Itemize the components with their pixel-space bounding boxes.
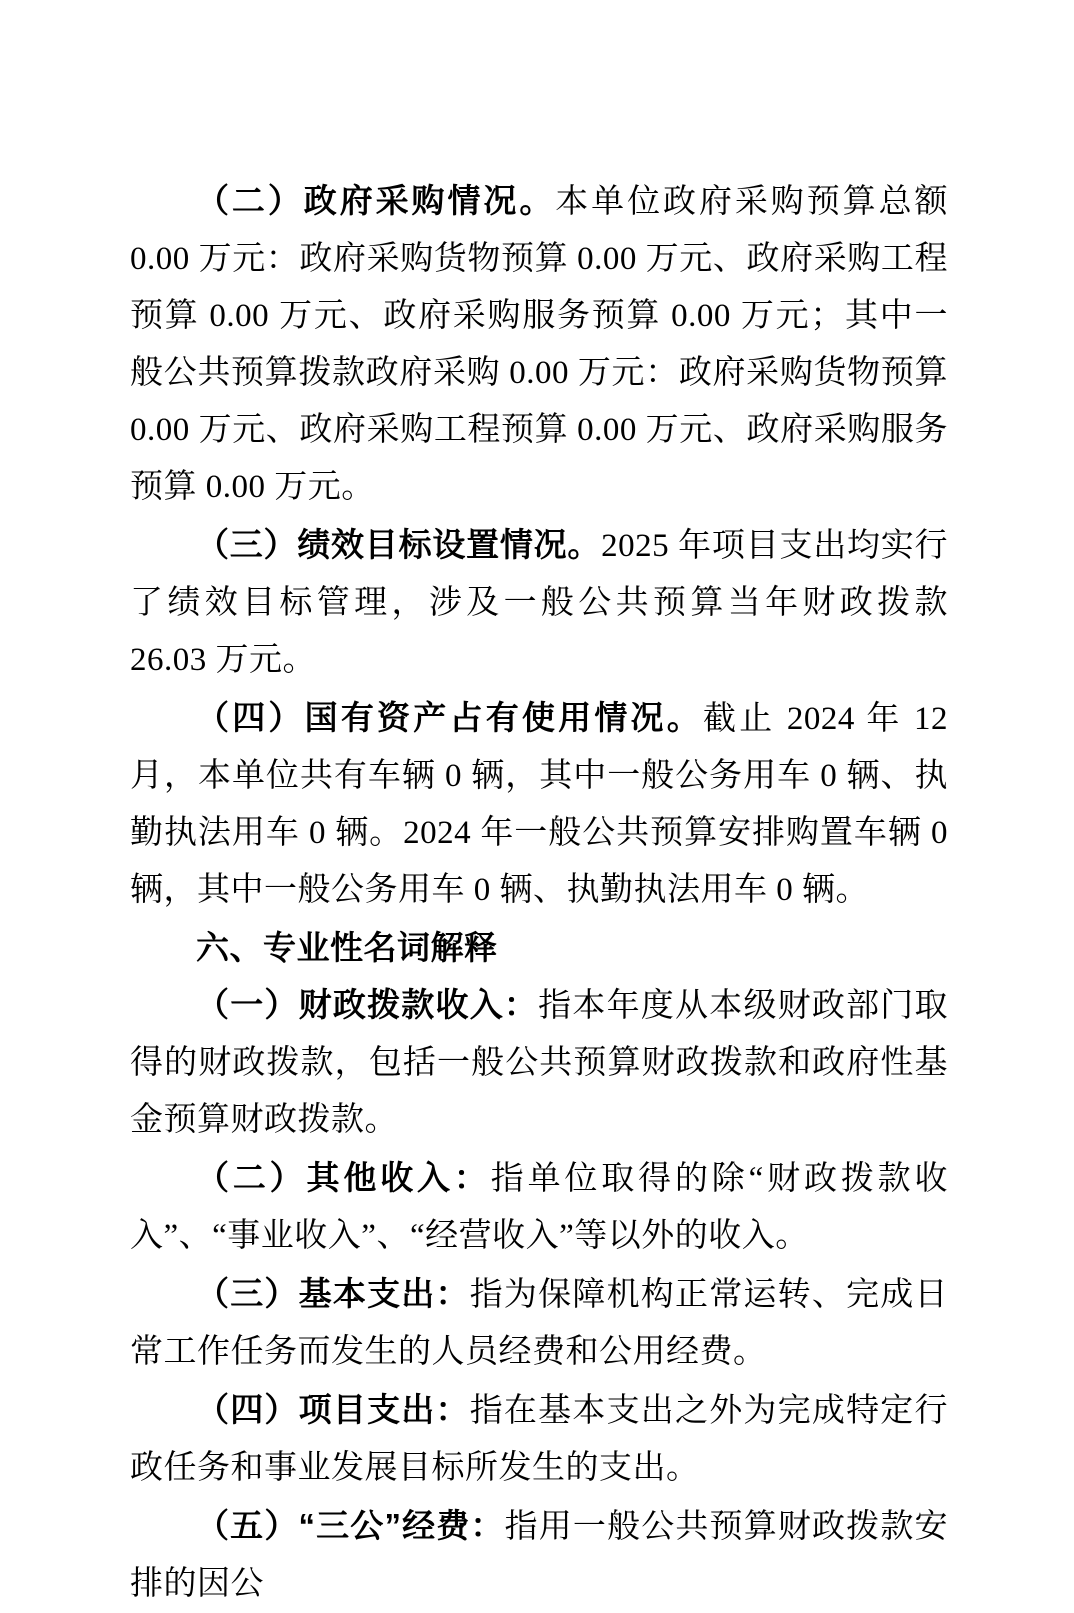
paragraph-government-procurement [130,172,948,516]
paragraph-project-expenditure [130,1381,948,1497]
paragraph-basic-expenditure [130,1265,948,1381]
paragraph-body: 2025 年项目支出均实行了绩效目标管理，涉及一般公共预算当年财政拨款 26.03 万元。 [130,528,949,678]
paragraph-lead: （二）其他收入： [196,1159,491,1196]
paragraph-body: 截止 2024 年 12 月，本单位共有车辆 0 辆，其中一般公务用车 0 辆、执勤执法用车 0 辆。2024 年一般公共预算安排购置车辆 0 辆，其中一般公务用车 0 辆、执勤执法用车 0 辆。 [130,701,949,908]
paragraph-fiscal-appropriation-income [130,976,948,1149]
paragraph-three-public-funds [130,1497,948,1613]
paragraph-lead: （一）财政拨款收入： [196,986,539,1023]
paragraph-lead: （四）项目支出： [196,1391,470,1428]
paragraph-body: 指在基本支出之外为完成特定行政任务和事业发展目标所发生的支出。 [130,1393,949,1486]
paragraph-lead: （三）绩效目标设置情况。 [196,526,602,563]
paragraph-body: 本单位政府采购预算总额 0.00 万元：政府采购货物预算 0.00 万元、政府采购工程预算 0.00 万元、政府采购服务预算 0.00 万元；其中一般公共预算拨款政府采购 0.00 万元：政府采购货物预算 0.00 万元、政府采购工程预算 0.00 万元、政府采购服务预算 0.00 万元。 [130,184,949,505]
section-heading-terminology: 六、专业性名词解释 [196,929,498,966]
paragraph-body: 指用一般公共预算财政拨款安排的因公 [130,1509,949,1602]
paragraph-body: 指单位取得的除“财政拨款收入”、“事业收入”、“经营收入”等以外的收入。 [130,1161,949,1254]
paragraph-performance-targets [130,516,948,689]
paragraph-other-income [130,1149,948,1265]
paragraph-lead: （四）国有资产占有使用情况。 [196,699,703,736]
paragraph-lead: （五）“三公”经费： [196,1507,505,1544]
paragraph-body: 指为保障机构正常运转、完成日常工作任务而发生的人员经费和公用经费。 [130,1277,949,1370]
paragraph-body: 指本年度从本级财政部门取得的财政拨款，包括一般公共预算财政拨款和政府性基金预算财政拨款。 [130,988,949,1138]
paragraph-lead: （三）基本支出： [196,1275,470,1312]
paragraph-lead: （二）政府采购情况。 [196,182,556,219]
paragraph-state-owned-assets [130,689,948,919]
